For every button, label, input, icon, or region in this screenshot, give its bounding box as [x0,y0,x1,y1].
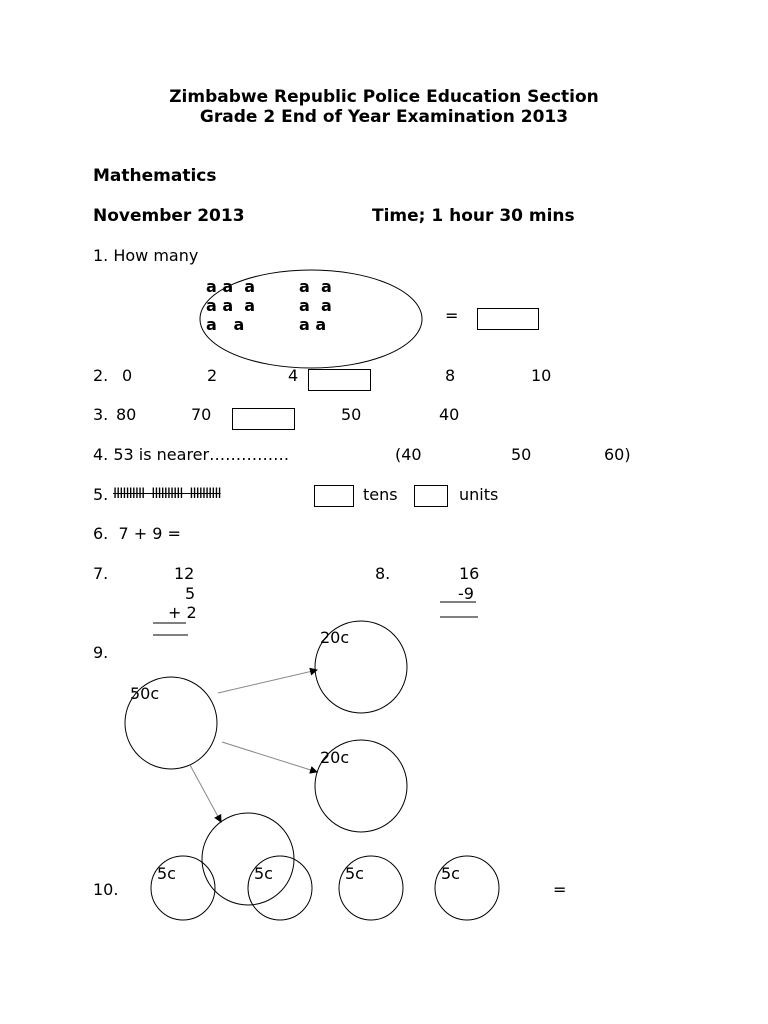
q10-coin-circle-4 [435,856,499,920]
q4-option-40: (40 [395,445,422,464]
q2-value-4: 4 [288,366,299,385]
q4-option-50: 50 [511,445,532,464]
q5-tens-label: tens [363,485,398,504]
question-8-label: 8. [375,564,391,583]
exam-date: November 2013 [93,206,245,226]
q3-value-40: 40 [439,405,460,424]
q2-value-10: 10 [531,366,552,385]
q7-number-12: 12 [174,564,195,583]
q1-letters-group-a-row-3: a a [206,315,245,334]
q9-coin-circle-top [315,621,407,713]
q10-coin-circle-2 [248,856,312,920]
q1-equals-sign: = [445,306,459,325]
q10-coin-label-3: 5c [345,864,364,883]
q9-arrow-to-mid [222,742,317,772]
q10-coin-label-1: 5c [157,864,176,883]
q3-value-80: 80 [116,405,137,424]
q10-coin-circle-1 [151,856,215,920]
exam-time: Time; 1 hour 30 mins [372,206,575,226]
question-6-text: 6. 7 + 9 = [93,524,181,543]
subject-title: Mathematics [93,166,217,186]
q9-coin-circle-mid [315,740,407,832]
q9-arrow-to-bottom [190,765,221,822]
question-2-label: 2. [93,366,109,385]
q10-coin-label-4: 5c [441,864,460,883]
q1-letters-group-a-row-1: a a a [206,277,256,296]
q1-letters-group-b-row-3: a a [299,315,327,334]
header-line-2: Grade 2 End of Year Examination 2013 [199,107,569,127]
q10-coin-circle-3 [339,856,403,920]
question-3-label: 3. [93,405,109,424]
header-line-1: Zimbabwe Republic Police Education Section [169,87,599,107]
q2-value-2: 2 [207,366,218,385]
q7-number-plus-2: + 2 [168,603,197,622]
q2-value-0: 0 [122,366,133,385]
question-10-label: 10. [93,880,119,899]
q9-coin-circle-main [125,677,217,769]
question-4-text: 4. 53 is nearer…………… [93,445,290,464]
q1-oval [200,270,422,368]
q5-units-label: units [459,485,499,504]
q4-option-60: 60) [604,445,631,464]
q10-coin-label-2: 5c [254,864,273,883]
q9-coin-top-label: 20c [320,628,350,647]
question-5-label: 5. [93,485,109,504]
question-9-label: 9. [93,643,109,662]
q1-letters-group-a-row-2: a a a [206,296,256,315]
q7-number-5: 5 [185,584,196,603]
q1-letters-group-b-row-2: a a [299,296,332,315]
q5-tally-marks: IIIIIIIIII IIIIIIIIII IIIIIIIIII [113,486,221,502]
q9-arrow-to-top [218,670,317,693]
q9-coin-main-label: 50c [130,684,160,703]
q10-equals-sign: = [553,880,567,899]
q9-coin-mid-label: 20c [320,748,350,767]
q3-value-70: 70 [191,405,212,424]
question-7-label: 7. [93,564,109,583]
q3-value-50: 50 [341,405,362,424]
q1-letters-group-b-row-1: a a [299,277,332,296]
question-1-label: 1. How many [93,246,199,265]
q8-number-minus-9: -9 [458,584,474,603]
q2-value-8: 8 [445,366,456,385]
q8-number-16: 16 [459,564,480,583]
